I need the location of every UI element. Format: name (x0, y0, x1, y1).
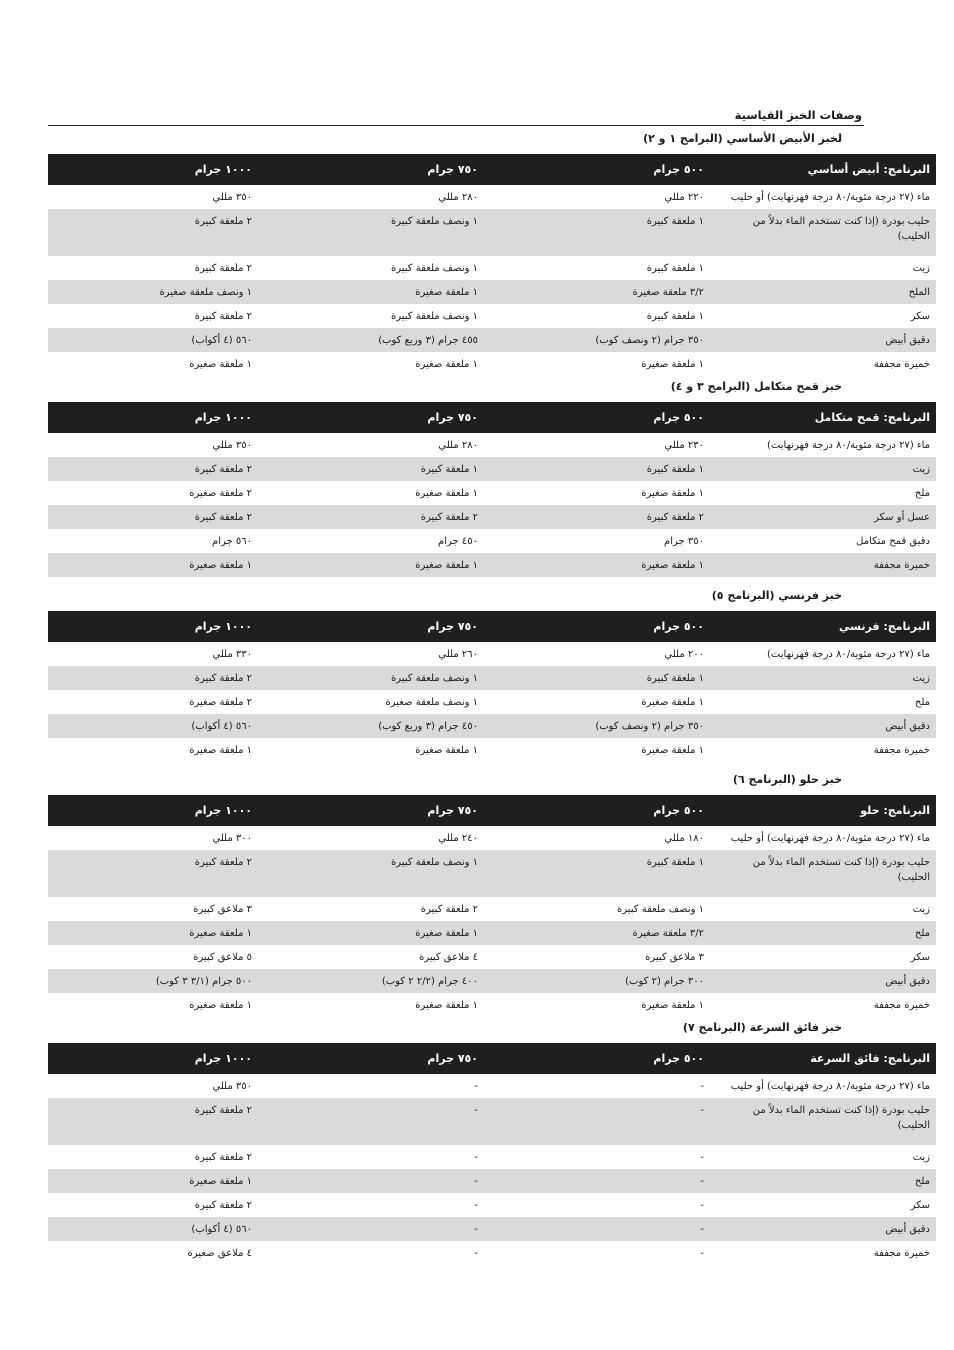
ingredient-name: دقيق قمح متكامل (856, 535, 930, 547)
ingredient-amount: - (500, 1098, 726, 1145)
ingredient-amount: ١٨٠ مللي (664, 832, 704, 844)
loaf-size-header: ١٠٠٠ جرام (48, 402, 274, 433)
ingredient-name: سكر (910, 310, 930, 322)
table-row (48, 481, 936, 505)
recipe-table (48, 611, 936, 762)
ingredient-amount: - (700, 1247, 704, 1259)
loaf-size-header: ٧٥٠ جرام (274, 1043, 500, 1074)
section-heading: خبز حلو (البرنامج ٦) (732, 773, 842, 786)
table-row (48, 666, 936, 690)
table-row (48, 433, 936, 457)
ingredient-name: الملح (726, 280, 936, 304)
loaf-size-header: ٥٠٠ جرام (500, 402, 726, 433)
ingredient-name: خميرة مجففة (873, 999, 930, 1011)
ingredient-amount: ١ ملعقة كبيرة (500, 457, 726, 481)
ingredient-amount: ٣٥٠ جرام (664, 535, 704, 547)
ingredient-amount: ٢٦٠ مللي (438, 648, 478, 660)
ingredient-name: خميرة مجففة (873, 744, 930, 756)
ingredient-amount: ١ ملعقة صغيرة (641, 999, 704, 1011)
ingredient-amount: ٣٥٠ مللي (212, 191, 252, 203)
ingredient-amount: ٣٣٠ مللي (212, 648, 252, 660)
ingredient-amount: ١ ونصف ملعقة كبيرة (390, 262, 478, 274)
ingredient-amount: ١ ملعقة صغيرة (415, 487, 478, 499)
ingredient-amount: ٤٥٥ جرام (٣ وربع كوب) (274, 328, 500, 352)
ingredient-amount: ٣ ملاعق كبيرة (193, 903, 252, 915)
program-label: البرنامج: أبيض أساسي (726, 154, 936, 185)
loaf-size-header: ٧٥٠ جرام (274, 611, 500, 642)
loaf-size-header: ١٠٠٠ جرام (48, 1043, 274, 1074)
ingredient-amount: - (474, 1247, 478, 1259)
ingredient-amount: ١ ونصف ملعقة كبيرة (274, 209, 500, 256)
ingredient-amount: ٥٦٠ جرام (212, 535, 252, 547)
ingredient-amount: ٢ ملعقة كبيرة (420, 903, 478, 915)
ingredient-amount: ٢ ملعقة كبيرة (48, 666, 274, 690)
ingredient-amount: - (274, 1098, 500, 1145)
ingredient-amount: ١ ملعقة صغيرة (189, 999, 252, 1011)
ingredient-amount: ١ ملعقة صغيرة (415, 358, 478, 370)
ingredient-amount: ٣٥٠ جرام (٢ ونصف كوب) (500, 328, 726, 352)
ingredient-amount: ١ ونصف ملعقة صغيرة (48, 280, 274, 304)
table-header-row (48, 795, 936, 826)
ingredient-amount: ٥٦٠ (٤ أكواب) (48, 1217, 274, 1241)
ingredient-name: ماء (٢٧ درجة مئوية/٨٠ درجة فهرنهايت) أو حليب (730, 1080, 930, 1092)
ingredient-amount: ١ ملعقة صغيرة (641, 358, 704, 370)
ingredient-name: ماء (٢٧ درجة مئوية/٨٠ درجة فهرنهايت) أو حليب (730, 832, 930, 844)
loaf-size-header: ١٠٠٠ جرام (48, 795, 274, 826)
table-row (48, 209, 936, 256)
ingredient-amount: ٢ ملعقة كبيرة (274, 505, 500, 529)
ingredient-amount: ١ ملعقة صغيرة (48, 921, 274, 945)
recipe-table (48, 1043, 936, 1265)
ingredient-amount: ٢ ملعقة كبيرة (48, 505, 274, 529)
ingredient-amount: ٣ ملاعق كبيرة (645, 951, 704, 963)
ingredient-amount: ٢٢٠ مللي (664, 191, 704, 203)
ingredient-name: حليب بودرة (إذا كنت تستخدم الماء بدلاً من الحليب) (726, 1098, 936, 1145)
table-row (48, 714, 936, 738)
table-row (48, 1241, 936, 1265)
ingredient-name: خميرة مجففة (873, 358, 930, 370)
ingredient-amount: ٢ ملعقة صغيرة (189, 487, 252, 499)
table-row (48, 1217, 936, 1241)
ingredient-amount: - (474, 1080, 478, 1092)
ingredient-name: ماء (٢٧ درجة مئوية/٨٠ درجة فهرنهايت) (767, 439, 930, 451)
ingredient-amount: ١ ملعقة كبيرة (500, 850, 726, 897)
ingredient-name: دقيق أبيض (726, 714, 936, 738)
loaf-size-header: ٥٠٠ جرام (500, 1043, 726, 1074)
ingredient-amount: ٣٥٠ مللي (212, 439, 252, 451)
ingredient-amount: ٣٥٠ مللي (212, 1080, 252, 1092)
ingredient-name: خميرة مجففة (873, 1247, 930, 1259)
table-row (48, 969, 936, 993)
ingredient-amount: ١ ملعقة صغيرة (189, 744, 252, 756)
ingredient-amount: ٣/٢ ملعقة صغيرة (500, 280, 726, 304)
section-heading: خبز فائق السرعة (البرنامج ٧) (682, 1021, 842, 1034)
ingredient-amount: ١ ملعقة صغيرة (189, 358, 252, 370)
recipe-table (48, 402, 936, 577)
ingredient-amount: ٢ ملعقة كبيرة (48, 457, 274, 481)
ingredient-amount: - (474, 1151, 478, 1163)
table-row (48, 304, 936, 328)
ingredient-amount: ١ ملعقة صغيرة (641, 744, 704, 756)
ingredient-amount: ١ ونصف ملعقة كبيرة (390, 310, 478, 322)
ingredient-amount: ٢ ملعقة كبيرة (500, 505, 726, 529)
ingredient-amount: ٤٥٠ جرام (٣ وربع كوب) (274, 714, 500, 738)
recipe-table (48, 795, 936, 1017)
table-row (48, 1145, 936, 1169)
ingredient-amount: ١ ملعقة صغيرة (415, 999, 478, 1011)
table-header-row (48, 154, 936, 185)
ingredient-amount: ١ ملعقة كبيرة (500, 666, 726, 690)
ingredient-amount: ١ ونصف ملعقة كبيرة (274, 850, 500, 897)
ingredient-amount: ٣/٢ ملعقة صغيرة (500, 921, 726, 945)
table-row (48, 256, 936, 280)
ingredient-amount: ٤ ملاعق كبيرة (419, 951, 478, 963)
ingredient-name: ملح (726, 921, 936, 945)
ingredient-amount: - (700, 1199, 704, 1211)
loaf-size-header: ٥٠٠ جرام (500, 795, 726, 826)
ingredient-amount: ١ ملعقة كبيرة (646, 262, 704, 274)
table-row (48, 505, 936, 529)
ingredient-amount: ٤٥٠ جرام (438, 535, 478, 547)
table-row (48, 642, 936, 666)
ingredient-amount: ٢٣٠ مللي (664, 439, 704, 451)
ingredient-name: حليب بودرة (إذا كنت تستخدم الماء بدلاً من الحليب) (726, 850, 936, 897)
ingredient-amount: ١ ملعقة كبيرة (646, 310, 704, 322)
section-heading: لخبز الأبيض الأساسي (البرامج ١ و ٢) (643, 132, 842, 145)
ingredient-amount: ١ ملعقة صغيرة (48, 553, 274, 577)
section-heading: خبز قمح متكامل (البرامج ٣ و ٤) (670, 380, 842, 393)
loaf-size-header: ٧٥٠ جرام (274, 154, 500, 185)
table-row (48, 850, 936, 897)
ingredient-amount: ٢ ملعقة كبيرة (48, 209, 274, 256)
ingredient-amount: - (474, 1199, 478, 1211)
ingredient-amount: ٥٦٠ (٤ أكواب) (48, 328, 274, 352)
loaf-size-header: ٥٠٠ جرام (500, 154, 726, 185)
ingredient-amount: ٣٠٠ مللي (212, 832, 252, 844)
ingredient-amount: ٥٠٠ جرام (٣/١ ٣ كوب) (48, 969, 274, 993)
table-row (48, 457, 936, 481)
ingredient-amount: - (700, 1080, 704, 1092)
program-label: البرنامج: فرنسي (726, 611, 936, 642)
loaf-size-header: ١٠٠٠ جرام (48, 154, 274, 185)
table-row (48, 352, 936, 376)
ingredient-name: دقيق أبيض (726, 328, 936, 352)
table-row (48, 553, 936, 577)
ingredient-name: زيت (726, 457, 936, 481)
table-row (48, 897, 936, 921)
table-row (48, 738, 936, 762)
ingredient-name: زيت (912, 262, 930, 274)
ingredient-amount: ١ ملعقة كبيرة (274, 457, 500, 481)
loaf-size-header: ٧٥٠ جرام (274, 795, 500, 826)
table-row (48, 328, 936, 352)
ingredient-amount: ١ ملعقة صغيرة (274, 921, 500, 945)
recipe-table (48, 154, 936, 376)
ingredient-name: خميرة مجففة (726, 553, 936, 577)
ingredient-amount: ٤ ملاعق صغيرة (187, 1247, 252, 1259)
ingredient-amount: ٢ ملعقة كبيرة (194, 310, 252, 322)
loaf-size-header: ٥٠٠ جرام (500, 611, 726, 642)
ingredient-name: زيت (912, 1151, 930, 1163)
loaf-size-header: ٧٥٠ جرام (274, 402, 500, 433)
ingredient-name: دقيق أبيض (726, 1217, 936, 1241)
ingredient-amount: ٢ ملعقة كبيرة (194, 1151, 252, 1163)
ingredient-name: سكر (910, 951, 930, 963)
section-heading: خبز فرنسي (البرنامج ٥) (711, 589, 842, 602)
table-row (48, 945, 936, 969)
ingredient-amount: - (500, 1169, 726, 1193)
program-label: البرنامج: حلو (726, 795, 936, 826)
ingredient-name: ملح (726, 1169, 936, 1193)
table-row (48, 993, 936, 1017)
ingredient-amount: ١ ملعقة صغيرة (641, 487, 704, 499)
ingredient-amount: - (274, 1217, 500, 1241)
ingredient-amount: ١ ملعقة صغيرة (48, 1169, 274, 1193)
ingredient-amount: ١ ملعقة صغيرة (274, 280, 500, 304)
table-row (48, 921, 936, 945)
ingredient-amount: ٤٠٠ جرام (٢/٢ ٢ كوب) (274, 969, 500, 993)
ingredient-amount: ٢ ملعقة كبيرة (48, 850, 274, 897)
ingredient-amount: ١ ملعقة صغيرة (500, 553, 726, 577)
ingredient-amount: - (274, 1169, 500, 1193)
title-divider (48, 125, 864, 126)
table-row (48, 1193, 936, 1217)
ingredient-amount: ٢٨٠ مللي (438, 191, 478, 203)
table-row (48, 1098, 936, 1145)
ingredient-name: زيت (912, 903, 930, 915)
ingredient-name: عسل أو سكر (726, 505, 936, 529)
ingredient-name: دقيق أبيض (726, 969, 936, 993)
ingredient-amount: ١ ونصف ملعقة صغيرة (385, 696, 478, 708)
table-row (48, 826, 936, 850)
ingredient-amount: ٢ ملعقة كبيرة (194, 1199, 252, 1211)
ingredient-amount: ١ ملعقة كبيرة (500, 209, 726, 256)
ingredient-name: ملح (914, 487, 930, 499)
program-label: البرنامج: فائق السرعة (726, 1043, 936, 1074)
table-header-row (48, 611, 936, 642)
table-row (48, 690, 936, 714)
table-row (48, 529, 936, 553)
document-title: وصفات الخبز القياسية (734, 108, 862, 122)
ingredient-amount: ٢٤٠ مللي (438, 832, 478, 844)
ingredient-amount: ٢٨٠ مللي (438, 439, 478, 451)
ingredient-name: ملح (914, 696, 930, 708)
ingredient-amount: ٥٦٠ (٤ أكواب) (48, 714, 274, 738)
table-header-row (48, 402, 936, 433)
ingredient-amount: ٢٠٠ مللي (664, 648, 704, 660)
ingredient-name: سكر (910, 1199, 930, 1211)
ingredient-amount: ٣٥٠ جرام (٢ ونصف كوب) (500, 714, 726, 738)
table-header-row (48, 1043, 936, 1074)
table-row (48, 280, 936, 304)
table-row (48, 1074, 936, 1098)
ingredient-amount: ١ ونصف ملعقة كبيرة (616, 903, 704, 915)
ingredient-amount: ٢ ملعقة كبيرة (48, 1098, 274, 1145)
ingredient-amount: ١ ملعقة صغيرة (415, 744, 478, 756)
ingredient-name: حليب بودرة (إذا كنت تستخدم الماء بدلاً من الحليب) (726, 209, 936, 256)
ingredient-amount: - (700, 1151, 704, 1163)
loaf-size-header: ١٠٠٠ جرام (48, 611, 274, 642)
ingredient-amount: ١ ملعقة صغيرة (274, 553, 500, 577)
table-row (48, 1169, 936, 1193)
ingredient-amount: ٢ ملعقة صغيرة (189, 696, 252, 708)
ingredient-amount: ٥ ملاعق كبيرة (193, 951, 252, 963)
ingredient-name: زيت (726, 666, 936, 690)
ingredient-amount: ١ ملعقة صغيرة (641, 696, 704, 708)
ingredient-amount: - (500, 1217, 726, 1241)
ingredient-name: ماء (٢٧ درجة مئوية/٨٠ درجة فهرنهايت) أو حليب (730, 191, 930, 203)
ingredient-amount: ١ ونصف ملعقة كبيرة (274, 666, 500, 690)
program-label: البرنامج: قمح متكامل (726, 402, 936, 433)
ingredient-amount: ٣٠٠ جرام (٢ كوب) (500, 969, 726, 993)
table-row (48, 185, 936, 209)
ingredient-amount: ٢ ملعقة كبيرة (194, 262, 252, 274)
ingredient-name: ماء (٢٧ درجة مئوية/٨٠ درجة فهرنهايت) (767, 648, 930, 660)
